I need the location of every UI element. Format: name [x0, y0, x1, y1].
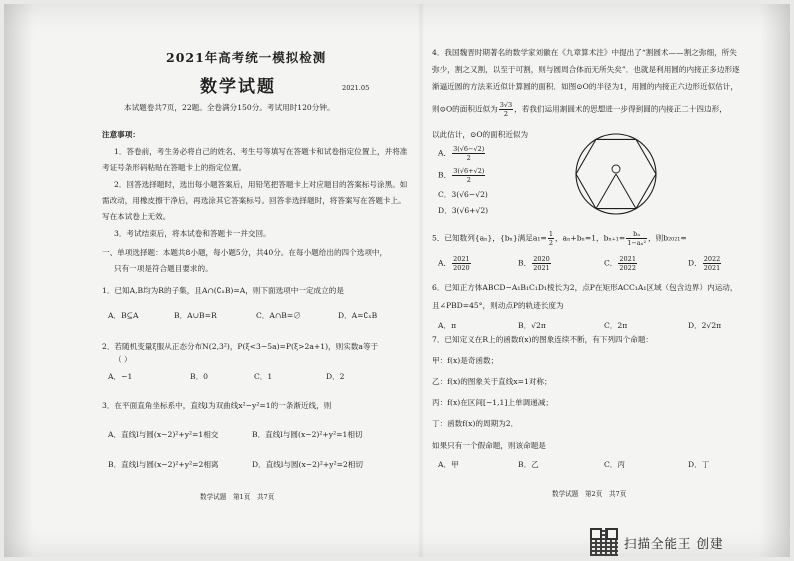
q5-option-a: [438, 255, 472, 272]
question-3: 3．在平面直角坐标系中，直线l为双曲线x²−y²=1的一条渐近线，则: [102, 401, 332, 410]
q5-text-post: ，则b₂₀₂₁=: [648, 233, 687, 243]
q3-option-d: D．直线l与圆(x−2)²+y²=2相切: [252, 460, 364, 469]
q5-option-b-label: B．: [518, 258, 532, 268]
section-1-line-1: 一、单项选择题：本题共8小题，每小题5分，共40分。在每小题给出的四个选项中，: [102, 248, 388, 257]
q4-option-b-den: 2: [466, 176, 471, 184]
q4-text-post: ，若我们运用割圆术的思想进一步得到圆的内接正二十四边形，: [514, 104, 727, 114]
q4-text-pre: 则⊙O的面积近似为: [432, 104, 498, 114]
q5-option-d-label: D．: [688, 258, 702, 268]
q2-option-a: A．−1: [108, 372, 133, 381]
q4-option-b-fraction: [452, 167, 485, 184]
q5-option-c: [604, 255, 638, 272]
exam-sheet: [4, 4, 790, 557]
scan-shadow-left: [4, 4, 34, 557]
q7-question: 如果只有一个假命题，则该命题是: [432, 441, 546, 450]
q5-option-a-fraction: [452, 255, 471, 272]
q3-option-b: B．直线l与圆(x−2)²+y²=1相切: [252, 430, 363, 439]
q5-option-b-den: 2021: [533, 264, 550, 272]
q5-option-a-num: 2021: [453, 255, 470, 263]
figure-radius-1: [596, 174, 616, 209]
q6-option-a: A．π: [438, 321, 457, 330]
page-2: [432, 4, 778, 557]
q1-option-c: C．A∩B=∅: [256, 311, 301, 320]
q5-option-d: [688, 255, 722, 272]
question-1: 1．已知A,B均为R的子集，且A∩(∁ₓB)=A，则下面选项中一定成立的是: [102, 286, 344, 295]
q5-option-a-label: A．: [438, 258, 452, 268]
question-4-line-4: [432, 101, 727, 118]
q4-option-a-label: A．: [438, 148, 452, 158]
question-2: 2．若随机变量ξ服从正态分布N(2,3²)，P(ξ<3−5a)=P(ξ>2a+1)，则实数a等于: [102, 342, 379, 351]
q5-text-mid: ，aₙ+bₙ=1，bₙ₊₁=: [554, 233, 626, 243]
q1-option-a: A．B⊆A: [108, 311, 139, 320]
q2-option-c: C．1: [254, 372, 273, 381]
q7-statement-bing: 丙：f(x)在区间[−1,1]上单调递减；: [432, 398, 553, 407]
note-2-line-1: 2．回答选择题时，选出每小题答案后，用铅笔把答题卡上对应题目的答案标号涂黑。如: [114, 180, 408, 189]
question-5: [432, 230, 687, 247]
q5-option-c-fraction: [618, 255, 637, 272]
q5-recurrence: [626, 230, 647, 247]
q6-option-c: C．2π: [604, 321, 628, 330]
note-3: 3．考试结束后，将本试卷和答题卡一并交回。: [114, 229, 271, 238]
q7-option-c: C．丙: [604, 460, 625, 469]
qr-code: [590, 528, 618, 556]
q4-option-a-num: 3(√6−√2): [453, 145, 485, 153]
figure-radius-2: [616, 174, 636, 209]
q5-option-a-den: 2020: [453, 264, 470, 272]
q5-option-d-num: 2022: [703, 255, 721, 263]
q4-option-b-label: B．: [438, 170, 452, 180]
question-2-bracket: （ ）: [114, 355, 132, 364]
question-4-line-5: 以此估计，⊙O的面积近似为: [432, 130, 529, 139]
q4-option-a-den: 2: [466, 154, 471, 162]
q4-option-d-label: D．: [438, 206, 452, 215]
figure-center-mark: [612, 165, 620, 173]
exam-date: 2021.05: [342, 84, 370, 92]
q5-option-b: [518, 255, 552, 272]
q5-option-d-den: 2021: [703, 264, 721, 272]
q4-option-a: [438, 145, 486, 162]
note-2-line-2: 需改动，用橡皮擦干净后，再选涂其它答案标号。回答非选择题时，将答案写在答题卡上。: [102, 196, 406, 205]
q7-statement-ding: 丁：函数f(x)的周期为2．: [432, 419, 519, 428]
q5-option-b-num: 2020: [533, 255, 550, 263]
q4-option-c: [438, 190, 488, 200]
q5-text-pre: 5．已知数列{aₙ}，{bₙ}满足a₁=: [432, 233, 547, 243]
q4-option-b-num: 3(√6+√2): [453, 167, 485, 175]
q7-statement-jia: 甲：f(x)是奇函数；: [432, 356, 499, 365]
q4-fraction: [499, 101, 513, 118]
q5-half: [548, 230, 554, 247]
q5-option-c-label: C．: [604, 258, 618, 268]
q4-frac-den: 2: [503, 110, 509, 118]
q7-statement-yi: 乙：f(x)的图象关于直线x=1对称；: [432, 377, 552, 386]
q5-option-d-fraction: [703, 255, 722, 272]
question-4-line-2: 弥少，割之又割，以至于可割，则与圆周合体而无所失矣”．也就是利用圆的内接正多边形逐: [432, 65, 740, 74]
question-7: 7．已知定义在R上的函数f(x)的图象连续不断，有下列四个命题：: [432, 335, 654, 344]
q4-option-b: [438, 167, 486, 184]
q7-option-b: B．乙: [518, 460, 539, 469]
q4-option-a-fraction: [452, 145, 485, 162]
exam-intro: 本试题卷共7页，22题。全卷满分150分。考试用时120分钟。: [124, 103, 335, 112]
page-1-footer: 数学试题 第1页 共7页: [200, 493, 275, 501]
q5-rec-num: bₙ: [626, 230, 647, 239]
q1-option-b: B．A∪B=R: [174, 311, 217, 320]
page-fold: [418, 4, 424, 557]
q6-option-d: D．2√2π: [688, 321, 722, 330]
note-2-line-3: 写在本试卷上无效。: [102, 212, 171, 221]
q2-option-b: B．0: [190, 372, 209, 381]
section-1-line-2: 只有一项是符合题目要求的。: [114, 264, 213, 273]
notes-heading: 注意事项：: [102, 130, 140, 139]
question-4-line-3: 渐逼近圆的方法来近似计算圆的面积．如图⊙O的半径为1，用圆的内接正六边形近似估计，: [432, 82, 738, 91]
page-1: [80, 4, 410, 557]
q1-option-d: D．A=∁ₓB: [338, 311, 378, 320]
exam-subject: 数学试题: [200, 77, 276, 97]
q5-option-b-fraction: [532, 255, 551, 272]
q5-half-num: 1: [548, 230, 553, 238]
q4-option-d-value: 3(√6+√2): [451, 206, 489, 215]
q5-option-c-num: 2021: [619, 255, 636, 263]
q2-option-d: D．2: [326, 372, 345, 381]
exam-title: 2021年高考统一模拟检测: [166, 50, 327, 65]
q7-option-a: A．甲: [438, 460, 459, 469]
note-1-line-2: 考证号条形码粘贴在答题卡上的指定位置。: [102, 163, 247, 172]
q4-option-c-value: 3(√6−√2): [451, 190, 488, 199]
q4-frac-num: 3√3: [499, 101, 513, 109]
question-4-line-1: 4．我国魏晋时期著名的数学家刘徽在《九章算术注》中提出了“割圆术——割之弥细，所失: [432, 48, 737, 57]
q5-rec-den: 1−aₙ²: [627, 239, 647, 247]
page-2-footer: 数学试题 第2页 共7页: [552, 490, 627, 498]
question-6-line-2: 且∠PBD=45°，则动点P的轨迹长度为: [432, 301, 564, 310]
q7-option-d: D．丁: [688, 460, 710, 469]
circle-hexagon-figure: [570, 128, 662, 220]
q5-option-c-den: 2022: [619, 264, 636, 272]
q6-option-b: B．√2π: [518, 321, 546, 330]
q3-option-c: B．直线l与圆(x−2)²+y²=2相离: [108, 460, 219, 469]
question-6-line-1: 6．已知正方体ABCD−A₁B₁C₁D₁棱长为2，点P在矩形ACC₁A₁区域（包含边界）内运动，: [432, 283, 738, 292]
q5-half-den: 2: [548, 239, 553, 247]
scanner-watermark: 扫描全能王 创建: [624, 536, 724, 551]
q3-option-a: A．直线l与圆(x−2)²+y²=1相交: [108, 430, 219, 439]
note-1-line-1: 1．答卷前，考生务必将自己的姓名、考生号等填写在答题卡和试卷指定位置上，并将准: [114, 147, 408, 156]
q4-option-d: [438, 206, 488, 216]
q4-option-c-label: C．: [438, 190, 452, 199]
